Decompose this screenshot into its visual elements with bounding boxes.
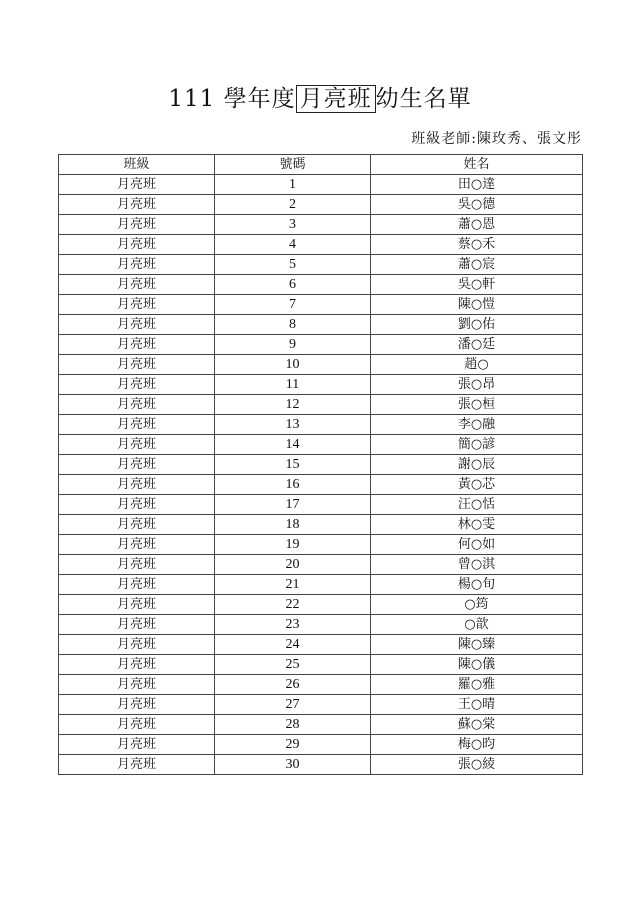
header-name: 姓名 [371,155,583,175]
table-row [59,615,583,635]
cell-name: 蔡○禾 [371,235,583,255]
cell-number: 2 [215,195,371,215]
cell-class: 月亮班 [59,495,215,515]
cell-name: 劉○佑 [371,315,583,335]
cell-number: 18 [215,515,371,535]
table-row [59,335,583,355]
cell-name: 簡○諺 [371,435,583,455]
cell-number: 30 [215,755,371,775]
page-title [0,84,640,114]
cell-name: 羅○雅 [371,675,583,695]
cell-number: 16 [215,475,371,495]
cell-number: 1 [215,175,371,195]
cell-number: 25 [215,655,371,675]
cell-name: 潘○廷 [371,335,583,355]
cell-class: 月亮班 [59,735,215,755]
cell-number: 23 [215,615,371,635]
roster-table [58,154,583,775]
table-row [59,515,583,535]
table-row [59,375,583,395]
cell-name: 梅○昀 [371,735,583,755]
cell-class: 月亮班 [59,715,215,735]
cell-class: 月亮班 [59,455,215,475]
cell-number: 26 [215,675,371,695]
table-row [59,675,583,695]
table-row [59,255,583,275]
cell-class: 月亮班 [59,595,215,615]
table-row [59,475,583,495]
cell-name: 王○晴 [371,695,583,715]
cell-number: 20 [215,555,371,575]
cell-number: 4 [215,235,371,255]
cell-class: 月亮班 [59,215,215,235]
cell-class: 月亮班 [59,275,215,295]
cell-name: 吳○軒 [371,275,583,295]
cell-class: 月亮班 [59,695,215,715]
cell-name: 汪○恬 [371,495,583,515]
table-row [59,175,583,195]
table-row [59,655,583,675]
header-number: 號碼 [215,155,371,175]
roster-body [59,175,583,775]
table-row [59,495,583,515]
table-row [59,295,583,315]
cell-class: 月亮班 [59,755,215,775]
table-row [59,755,583,775]
cell-name: 陳○愷 [371,295,583,315]
cell-name: 蕭○宸 [371,255,583,275]
cell-name: 何○如 [371,535,583,555]
table-row [59,695,583,715]
cell-class: 月亮班 [59,255,215,275]
cell-number: 21 [215,575,371,595]
cell-name: 張○綾 [371,755,583,775]
cell-class: 月亮班 [59,395,215,415]
cell-class: 月亮班 [59,375,215,395]
cell-class: 月亮班 [59,435,215,455]
cell-name: 陳○臻 [371,635,583,655]
cell-class: 月亮班 [59,635,215,655]
cell-class: 月亮班 [59,335,215,355]
cell-name: ○歆 [371,615,583,635]
cell-class: 月亮班 [59,535,215,555]
table-row [59,735,583,755]
table-row [59,395,583,415]
cell-number: 7 [215,295,371,315]
cell-name: ○筠 [371,595,583,615]
cell-number: 9 [215,335,371,355]
table-row [59,715,583,735]
cell-name: 曾○淇 [371,555,583,575]
cell-class: 月亮班 [59,575,215,595]
cell-class: 月亮班 [59,315,215,335]
table-row [59,275,583,295]
table-row [59,215,583,235]
cell-class: 月亮班 [59,415,215,435]
cell-class: 月亮班 [59,515,215,535]
cell-number: 29 [215,735,371,755]
cell-class: 月亮班 [59,235,215,255]
cell-name: 張○昂 [371,375,583,395]
header-class: 班級 [59,155,215,175]
cell-number: 8 [215,315,371,335]
table-row [59,435,583,455]
cell-number: 19 [215,535,371,555]
cell-class: 月亮班 [59,475,215,495]
table-row [59,535,583,555]
table-row [59,595,583,615]
cell-number: 3 [215,215,371,235]
cell-name: 謝○辰 [371,455,583,475]
title-suffix: 幼生名單 [375,86,472,112]
cell-number: 14 [215,435,371,455]
cell-number: 10 [215,355,371,375]
cell-class: 月亮班 [59,655,215,675]
cell-class: 月亮班 [59,675,215,695]
cell-name: 李○融 [371,415,583,435]
table-header-row [59,155,583,175]
cell-number: 27 [215,695,371,715]
table-row [59,355,583,375]
cell-number: 22 [215,595,371,615]
table-row [59,195,583,215]
table-row [59,635,583,655]
cell-class: 月亮班 [59,175,215,195]
cell-name: 楊○旬 [371,575,583,595]
cell-class: 月亮班 [59,355,215,375]
table-row [59,415,583,435]
cell-number: 24 [215,635,371,655]
cell-number: 15 [215,455,371,475]
cell-number: 6 [215,275,371,295]
cell-name: 林○雯 [371,515,583,535]
table-row [59,455,583,475]
cell-name: 張○桓 [371,395,583,415]
cell-name: 蘇○棠 [371,715,583,735]
table-row [59,555,583,575]
cell-name: 田○達 [371,175,583,195]
title-class-name: 月亮班 [296,85,376,113]
cell-class: 月亮班 [59,615,215,635]
title-prefix: 111 學年度 [168,86,296,112]
cell-number: 28 [215,715,371,735]
cell-name: 陳○儀 [371,655,583,675]
cell-name: 吳○德 [371,195,583,215]
cell-number: 11 [215,375,371,395]
table-row [59,575,583,595]
cell-name: 黃○芯 [371,475,583,495]
cell-number: 17 [215,495,371,515]
cell-name: 蕭○恩 [371,215,583,235]
cell-name: 趙○ [371,355,583,375]
table-row [59,235,583,255]
table-row [59,315,583,335]
teacher-line: 班級老師:陳玫秀、張文彤 [411,131,582,147]
cell-class: 月亮班 [59,295,215,315]
cell-number: 12 [215,395,371,415]
cell-class: 月亮班 [59,195,215,215]
cell-number: 13 [215,415,371,435]
cell-class: 月亮班 [59,555,215,575]
cell-number: 5 [215,255,371,275]
